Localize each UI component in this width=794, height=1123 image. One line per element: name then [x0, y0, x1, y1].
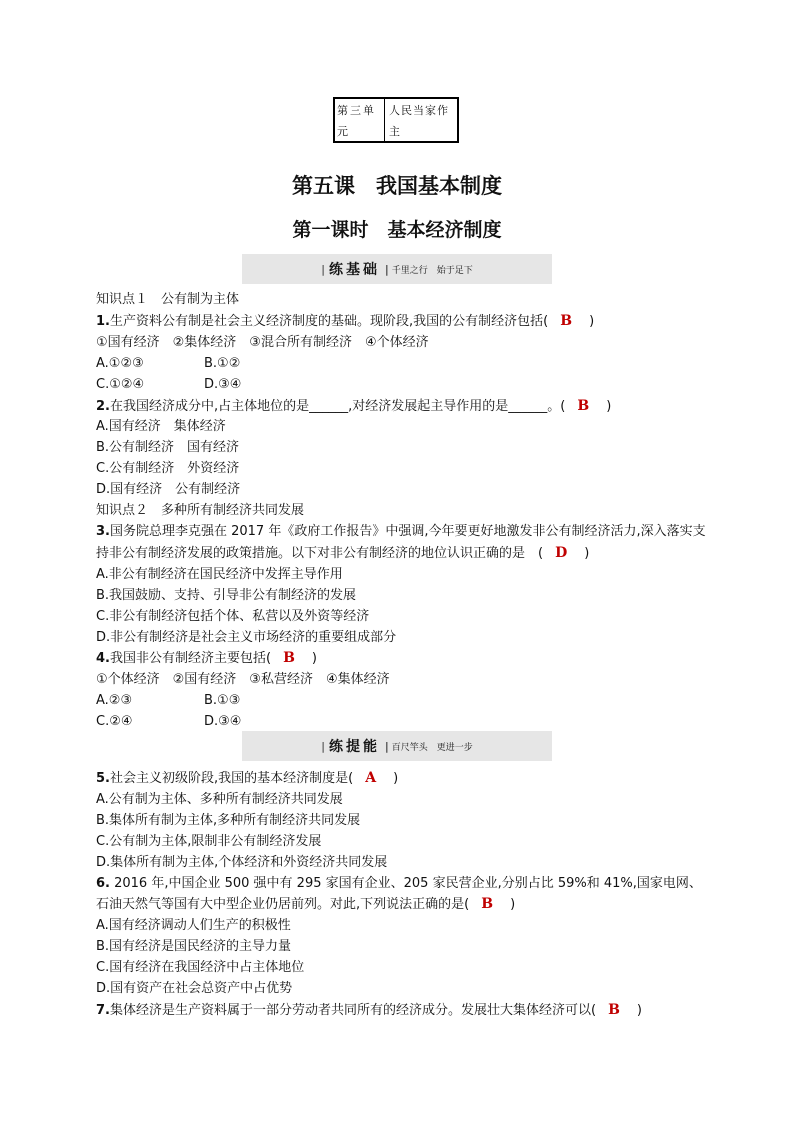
section-banner-advanced: [242, 731, 552, 761]
question-5: 5.社会主义初级阶段,我国的基本经济制度是( A ): [96, 768, 706, 790]
option: B.集体所有制为主体,多种所有制经济共同发展: [96, 812, 361, 828]
option: A.公有制为主体、多种所有制经济共同发展: [96, 791, 343, 807]
answer-mark: A: [365, 770, 377, 786]
option: C.公有制经济 外资经济: [96, 461, 240, 477]
option-row: A.②③ B.①③: [96, 693, 241, 709]
answer-mark: B: [608, 1001, 620, 1018]
option: D.国有经济 公有制经济: [96, 482, 241, 498]
answer-mark: D: [555, 544, 568, 561]
option: A.非公有制经济在国民经济中发挥主导作用: [96, 566, 343, 582]
knowledge-point-heading: 知识点１ 公有制为主体: [96, 292, 240, 307]
banner-bar-icon: |: [321, 262, 325, 276]
question-6: 6. 2016 年,中国企业 500 强中有 295 家国有企业、205 家民营企业,分别占比 59%和 41%,国家电网、石油天然气等国有大中型企业仍居前列。对此,下列说法正确的是( B ): [96, 874, 706, 917]
unit-number: 第三单元: [335, 99, 385, 141]
option: A.国有经济调动人们生产的积极性: [96, 918, 291, 934]
question-items: ①个体经济 ②国有经济 ③私营经济 ④集体经济: [96, 672, 390, 688]
banner-title: 练基础: [328, 262, 380, 278]
option: B.国有经济是国民经济的主导力量: [96, 939, 292, 955]
banner-subtitle: 千里之行 始于足下: [391, 265, 473, 276]
question-2: 2.在我国经济成分中,占主体地位的是______,对经济发展起主导作用的是______。( B ): [96, 396, 706, 418]
option-row: C.②④ D.③④: [96, 714, 242, 730]
option: C.国有经济在我国经济中占主体地位: [96, 960, 305, 976]
unit-label-box: [333, 97, 459, 143]
unit-name: 人民当家作主: [389, 104, 449, 138]
option: D.国有资产在社会总资产中占优势: [96, 981, 293, 997]
option: A.国有经济 集体经济: [96, 419, 226, 435]
question-items: ①国有经济 ②集体经济 ③混合所有制经济 ④个体经济: [96, 334, 429, 350]
option: C.公有制为主体,限制非公有制经济发展: [96, 833, 322, 849]
answer-mark: B: [481, 896, 494, 913]
answer-mark: B: [577, 397, 590, 414]
lesson-title: 第五课 我国基本制度: [292, 173, 502, 198]
period-title: 第一课时 基本经济制度: [292, 219, 502, 241]
exercise-section-advanced: [96, 768, 706, 1022]
knowledge-point-heading: 知识点２ 多种所有制经济共同发展: [96, 503, 305, 519]
question-7: 7.集体经济是生产资料属于一部分劳动者共同所有的经济成分。发展壮大集体经济可以( B ): [96, 1000, 706, 1022]
option: D.集体所有制为主体,个体经济和外资经济共同发展: [96, 854, 388, 870]
option: C.非公有制经济包括个体、私营以及外资等经济: [96, 608, 370, 624]
answer-mark: B: [560, 312, 573, 329]
option: B.公有制经济 国有经济: [96, 440, 240, 456]
option-row: C.①②④ D.③④: [96, 376, 242, 392]
banner-bar-icon: |: [384, 262, 389, 276]
question-1: 1.生产资料公有制是社会主义经济制度的基础。现阶段,我国的公有制经济包括( B ): [96, 311, 706, 333]
option: B.我国鼓励、支持、引导非公有制经济的发展: [96, 587, 357, 603]
option: D.非公有制经济是社会主义市场经济的重要组成部分: [96, 629, 397, 645]
question-4: 4.我国非公有制经济主要包括( B ): [96, 648, 706, 670]
banner-subtitle: 百尺竿头 更进一步: [391, 742, 473, 753]
exercise-section-basic: [96, 290, 706, 733]
banner-bar-icon: |: [321, 739, 325, 753]
option-row: A.①②③ B.①②: [96, 355, 241, 371]
section-banner-basic: [242, 254, 552, 284]
answer-mark: B: [283, 650, 295, 667]
banner-title: 练提能: [328, 739, 380, 755]
banner-bar-icon: |: [384, 739, 389, 753]
question-3: 3.国务院总理李克强在 2017 年《政府工作报告》中强调,今年要更好地激发非公有制经济活力,深入落实支持非公有制经济发展的政策措施。以下对非公有制经济的地位认识正确的是 ( D ): [96, 522, 706, 565]
